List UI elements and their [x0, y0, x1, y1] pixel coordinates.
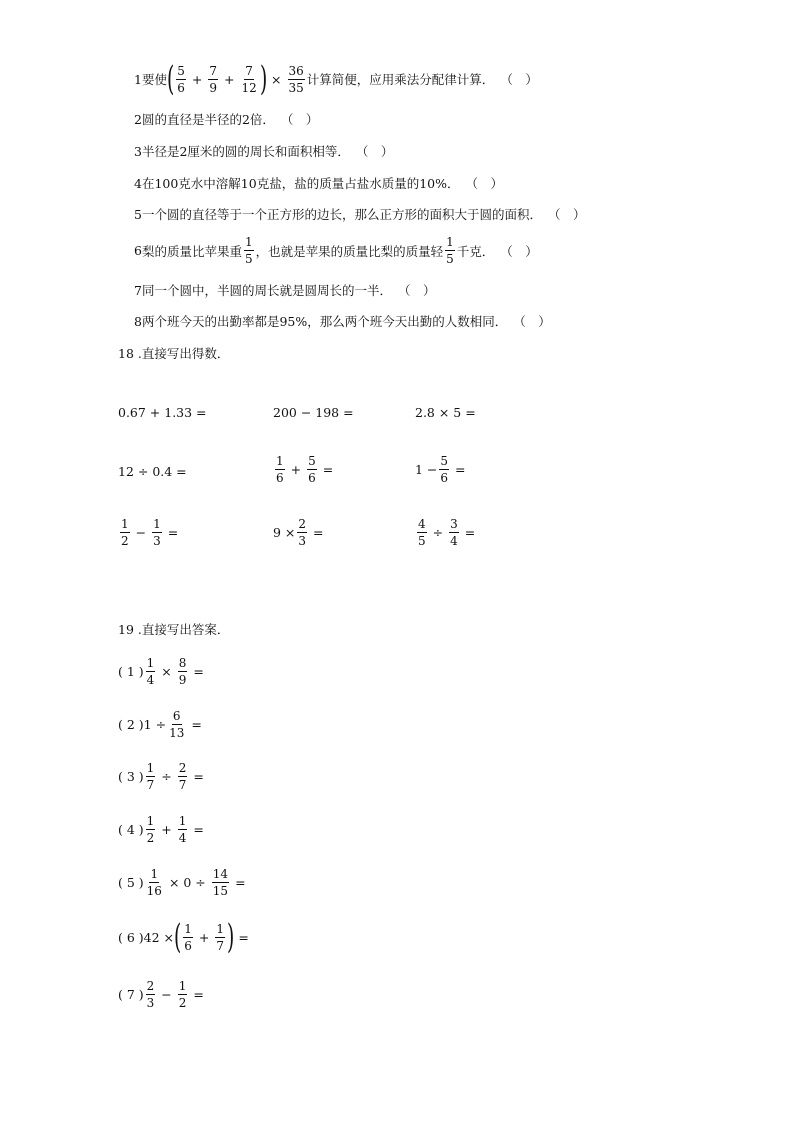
q19-item-2 [118, 710, 206, 739]
operator: + [224, 71, 235, 87]
judgment-6 [134, 236, 538, 265]
q18-expr: 0.67 + 1.33 = [118, 405, 207, 420]
right-paren-glyph: ) [227, 917, 235, 957]
fraction: $\frac{3}{4}$ [450, 517, 458, 548]
item-text: 在100克水中溶解10克盐，盐的质量占盐水质量的10%． [141, 176, 460, 191]
fraction: $\frac{1}{6}$ [276, 454, 284, 485]
judgment-3 [134, 142, 393, 160]
operator: − [135, 525, 147, 540]
fraction: $\frac{14}{15}$ [212, 867, 229, 898]
item-number: 7 [134, 282, 142, 298]
operator: × [271, 71, 282, 87]
operator: ÷ [161, 769, 172, 784]
fraction: $\frac{7}{9}$ [209, 63, 217, 95]
equals: = [193, 822, 204, 837]
equals: = [193, 987, 204, 1002]
q18-title: 18 .直接写出得数． [118, 346, 230, 361]
left-paren-glyph: ( [174, 917, 182, 957]
operator: + [161, 822, 172, 837]
item-text: 计算简便，应用乘法分配律计算． [306, 72, 495, 87]
q18-expr [273, 518, 328, 547]
fraction: $\frac{36}{35}$ [288, 63, 304, 95]
q19-item-7 [118, 980, 208, 1009]
equals: = [455, 462, 466, 477]
equals: = [313, 525, 324, 540]
answer-blank[interactable]: （ ） [513, 314, 551, 329]
fraction: $\frac{1}{4}$ [146, 656, 155, 687]
answer-blank[interactable]: （ ） [280, 112, 319, 127]
item-text: 要使 [141, 72, 167, 87]
item-number: 4 [134, 175, 142, 191]
item-label: ( 7 ) [118, 987, 144, 1002]
equals: = [322, 462, 334, 477]
judgment-1 [134, 59, 538, 99]
item-text: 圆的直径是半径的2倍． [141, 112, 275, 127]
fraction: $\frac{1}{6}$ [184, 921, 192, 953]
item-text: 半径是2厘米的圆的周长和面积相等． [141, 144, 350, 159]
fraction: $\frac{5}{6}$ [440, 454, 449, 485]
item-text: ，也就是苹果的质量比梨的质量轻 [255, 243, 444, 259]
operator: × [161, 664, 172, 679]
fraction: $\frac{1}{5}$ [446, 235, 454, 266]
right-paren-glyph: ) [259, 59, 268, 99]
item-label: ( 4 ) [118, 822, 144, 837]
fraction: $\frac{2}{3}$ [298, 517, 307, 548]
fraction: $\frac{1}{2}$ [178, 979, 187, 1010]
equals: = [167, 525, 179, 540]
equals: = [238, 929, 249, 945]
q19-item-5 [118, 868, 250, 897]
q18-expr [273, 455, 337, 484]
q18-expr: 12 ÷ 0.4 = [118, 464, 187, 479]
item-label: ( 3 ) [118, 769, 144, 784]
judgment-7 [134, 281, 435, 299]
item-number: 3 [134, 143, 142, 159]
item-number: 1 [134, 71, 142, 87]
item-text: 两个班今天的出勤率都是95%，那么两个班今天出勤的人数相同． [141, 314, 508, 329]
answer-blank[interactable]: （ ） [500, 243, 538, 259]
fraction: $\frac{1}{16}$ [146, 867, 162, 898]
item-label: ( 1 ) [118, 664, 144, 679]
item-label: ( 5 ) [118, 875, 144, 890]
item-number: 2 [134, 111, 142, 127]
item-label: ( 2 ) [118, 717, 144, 732]
expr-text: 42 × [143, 929, 175, 945]
item-number: 8 [134, 313, 142, 329]
operator: − [161, 987, 172, 1002]
fraction: $\frac{7}{12}$ [241, 63, 257, 95]
answer-blank[interactable]: （ ） [500, 72, 538, 87]
left-paren-glyph: ( [166, 59, 175, 99]
fraction: $\frac{8}{9}$ [178, 656, 187, 687]
equals: = [464, 525, 476, 540]
judgment-5 [134, 205, 585, 223]
q19-item-4 [118, 815, 208, 844]
fraction: $\frac{1}{4}$ [178, 814, 187, 845]
q18-expr: 200 − 198 = [273, 405, 354, 420]
q18-expr: 2.8 × 5 = [415, 405, 476, 420]
operator: + [191, 71, 203, 87]
fraction: $\frac{5}{6}$ [177, 63, 185, 95]
q19-item-1 [118, 657, 208, 686]
fraction: $\frac{1}{3}$ [153, 517, 161, 548]
operator: × 0 ÷ [168, 875, 206, 890]
q18-expr [118, 518, 182, 547]
judgment-2 [134, 110, 318, 128]
answer-blank[interactable]: （ ） [547, 207, 586, 222]
fraction: $\frac{1}{2}$ [146, 814, 155, 845]
item-text: 同一个圆中，半圆的周长就是圆周长的一半． [141, 283, 392, 298]
answer-blank[interactable]: （ ） [355, 144, 394, 159]
fraction: $\frac{1}{7}$ [146, 761, 155, 792]
equals: = [193, 664, 204, 679]
judgment-8 [134, 312, 551, 330]
equals: = [191, 717, 202, 732]
equals: = [235, 875, 246, 890]
fraction: $\frac{2}{7}$ [178, 761, 187, 792]
equals: = [193, 769, 204, 784]
answer-blank[interactable]: （ ） [397, 283, 436, 298]
item-label: ( 6 ) [118, 929, 144, 945]
q18-expr [415, 518, 479, 547]
item-text: 一个圆的直径等于一个正方形的边长，那么正方形的面积大于圆的面积． [141, 207, 542, 222]
expr-text: 9 × [273, 525, 296, 540]
item-number: 6 [134, 243, 142, 258]
fraction: $\frac{4}{5}$ [418, 517, 426, 548]
fraction: $\frac{6}{13}$ [169, 709, 185, 740]
q18-expr [415, 455, 470, 484]
item-number: 5 [134, 206, 142, 222]
fraction: $\frac{1}{2}$ [121, 517, 129, 548]
operator: + [198, 929, 210, 945]
q19-item-6 [118, 917, 253, 957]
operator: + [290, 462, 302, 477]
fraction: $\frac{2}{3}$ [146, 979, 155, 1010]
item-text: 梨的质量比苹果重 [141, 243, 242, 259]
expr-text: 1 ÷ [143, 717, 167, 732]
item-text: 千克． [456, 243, 495, 259]
fraction: $\frac{1}{5}$ [244, 235, 253, 266]
operator: ÷ [432, 525, 444, 540]
fraction: $\frac{5}{6}$ [308, 454, 316, 485]
answer-blank[interactable]: （ ） [465, 176, 504, 191]
fraction: $\frac{1}{7}$ [216, 921, 225, 953]
q19-title: 19 .直接写出答案． [118, 622, 230, 637]
judgment-4 [134, 174, 503, 192]
expr-text: 1 − [415, 462, 438, 477]
q19-item-3 [118, 762, 208, 791]
